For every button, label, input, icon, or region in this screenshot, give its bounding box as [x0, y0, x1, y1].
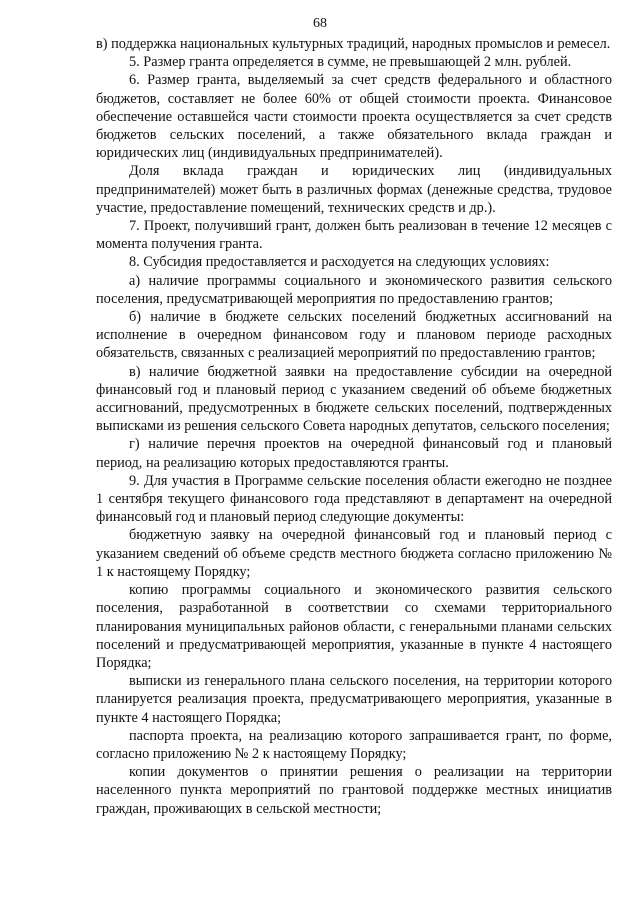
- paragraph-8b: б) наличие в бюджете сельских поселений бюджетных ассигнований на исполнение в очередном финансовом году и плановом периоде расходных обязательств, связанных с реализацией мероприятий по предоставлению грантов;: [96, 309, 612, 362]
- paragraph-7: 7. Проект, получивший грант, должен быть реализован в течение 12 месяцев с момента получения гранта.: [96, 218, 612, 253]
- paragraph-9-budget-request: бюджетную заявку на очередной финансовый год и плановый период с указанием сведений об объеме средств местного бюджета согласно приложению № 1 к настоящему Порядку;: [96, 527, 612, 580]
- paragraph-9-program-copy: копию программы социального и экономического развития сельского поселения, разработанной в соответствии со схемами территориального планирования муниципальных районов области, с генеральными планами сельских поселений и предусматривающей мероприятия, указанные в пункте 4 настоящего Порядка;: [96, 582, 612, 671]
- paragraph-8: 8. Субсидия предоставляется и расходуется на следующих условиях:: [129, 254, 550, 271]
- page-number: 68: [313, 16, 327, 31]
- paragraph-9-decision-copies: копии документов о принятии решения о реализации на территории населенного пункта мероприятий по грантовой поддержке местных инициатив граждан, проживающих в сельской местности;: [96, 764, 612, 817]
- paragraph-9-plan-extracts: выписки из генерального плана сельского поселения, на территории которого планируется реализация проекта, предусматривающего мероприятия, указанные в пункте 4 настоящего Порядка;: [96, 673, 612, 726]
- paragraph-9: 9. Для участия в Программе сельские поселения области ежегодно не позднее 1 сентября текущего финансового года представляют в департамент на очередной финансовый год и плановый период следующие документы:: [96, 472, 612, 526]
- paragraph-item-v: в) поддержка национальных культурных традиций, народных промыслов и ремесел.: [96, 36, 611, 52]
- paragraph-8g: г) наличие перечня проектов на очередной финансовый год и плановый период, на реализацию которых предоставляются гранты.: [96, 436, 612, 471]
- paragraph-contribution-share: Доля вклада граждан и юридических лиц (индивидуальных предпринимателей) может быть в различных формах (денежные средства, трудовое участие, предоставление помещений, технических средств и др.).: [96, 163, 612, 216]
- paragraph-8v: в) наличие бюджетной заявки на предоставление субсидии на очередной финансовый год и плановый период с указанием сведений об объеме бюджетных ассигнований, предусмотренных в бюджете сельских поселений, подтвержденных выписками из решения сельского Совета народных депутатов, сельского поселения;: [96, 363, 612, 435]
- document-body: [96, 35, 612, 818]
- paragraph-5: 5. Размер гранта определяется в сумме, не превышающей 2 млн. рублей.: [129, 54, 572, 71]
- paragraph-6: 6. Размер гранта, выделяемый за счет средств федерального и областного бюджетов, составляет не более 60% от общей стоимости проекта. Финансовое обеспечение оставшейся части стоимости проекта осуществляется за счет средств бюджетов сельских поселений, а также обязательного вклада граждан и юридических лиц (индивидуальных предпринимателей).: [96, 72, 612, 162]
- paragraph-8a: а) наличие программы социального и экономического развития сельского поселения, предусматривающей мероприятия по предоставлению грантов;: [96, 272, 612, 307]
- paragraph-9-project-passport: паспорта проекта, на реализацию которого запрашивается грант, по форме, согласно приложению № 2 к настоящему Порядку;: [96, 727, 612, 762]
